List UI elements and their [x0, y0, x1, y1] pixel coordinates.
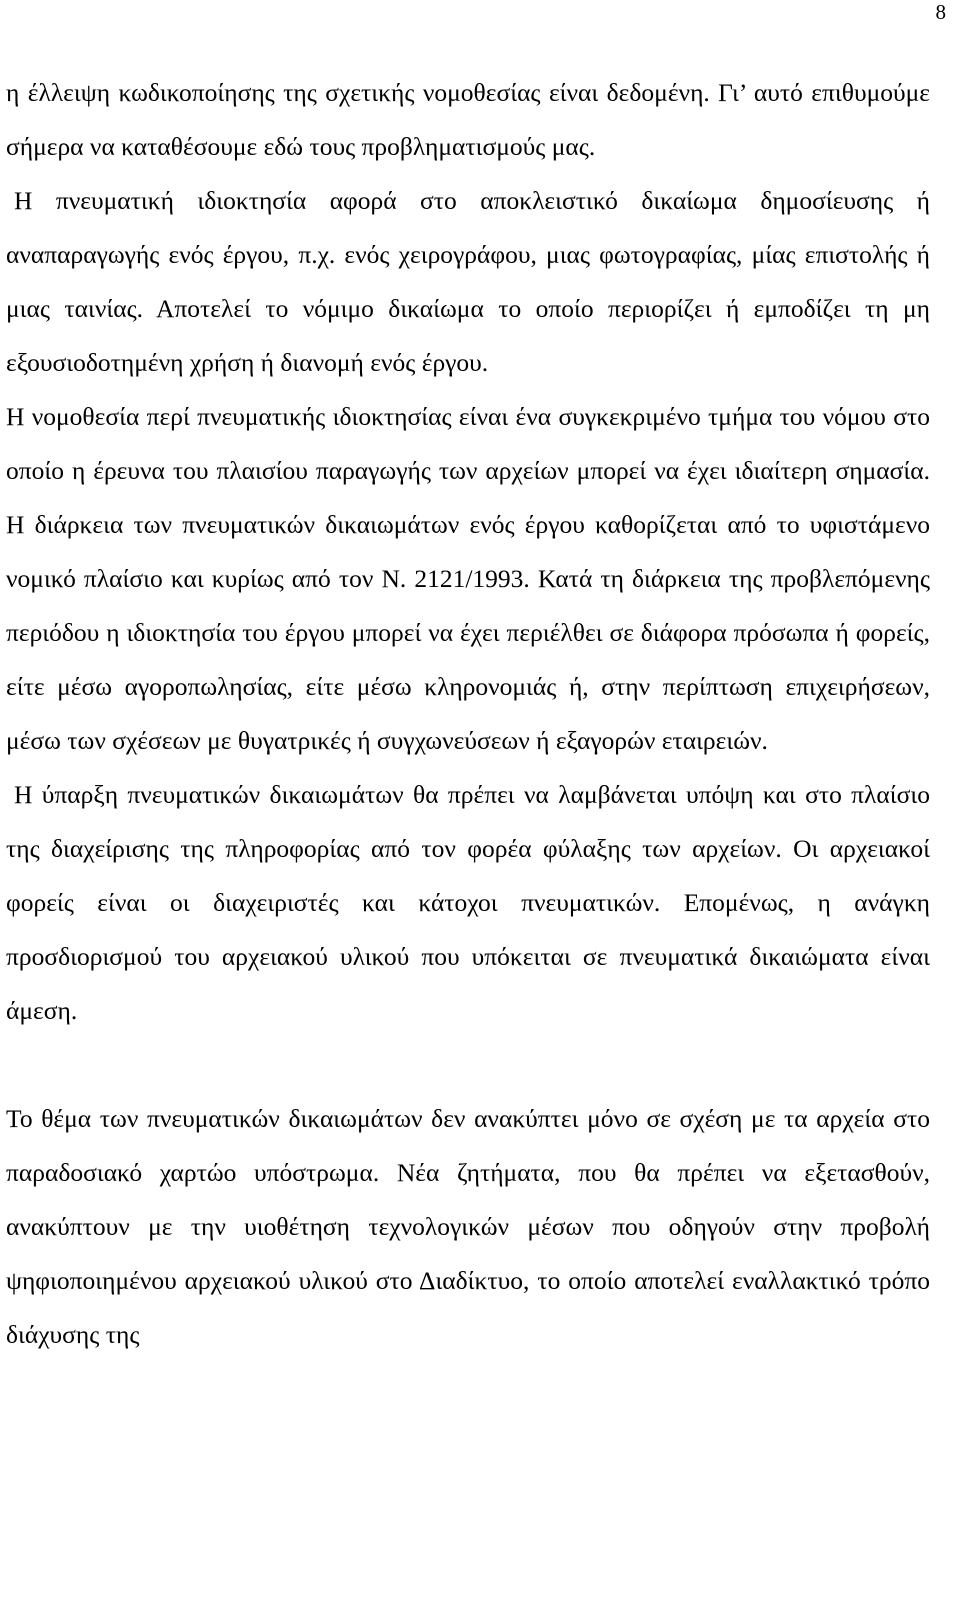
- document-body: [6, 66, 930, 1362]
- page-number: 8: [935, 0, 946, 24]
- paragraph-spacer: [6, 1038, 930, 1092]
- paragraph-copyright-legislation: Η νομοθεσία περί πνευματικής ιδιοκτησίας είναι ένα συγκεκριμένο τμήμα του νόμου στο οποίο η έρευνα του πλαισίου παραγωγής των αρχείων μπορεί να έχει ιδιαίτερη σημασία. Η διάρκεια των πνευματικών δικαιωμάτων ενός έργου καθορίζεται από το υφιστάμενο νομικό πλαίσιο και κυρίως από τον Ν. 2121/1993. Κατά τη διάρκεια της προβλεπόμενης περιόδου η ιδιοκτησία του έργου μπορεί να έχει περιέλθει σε διάφορα πρόσωπα ή φορείς, είτε μέσω αγοροπωλησίας, είτε μέσω κληρονομιάς ή, στην περίπτωση επιχειρήσεων, μέσω των σχέσεων με θυγατρικές ή συγχωνεύσεων ή εξαγορών εταιρειών.: [6, 402, 930, 755]
- paragraph-archive-management: Η ύπαρξη πνευματικών δικαιωμάτων θα πρέπει να λαμβάνεται υπόψη και στο πλαίσιο της διαχείρισης της πληροφορίας από τον φορέα φύλαξης των αρχείων. Οι αρχειακοί φορείς είναι οι διαχειριστές και κάτοχοι πνευματικών. Επομένως, η ανάγκη προσδιορισμού του αρχειακού υλικού που υπόκειται σε πνευματικά δικαιώματα είναι άμεση.: [6, 780, 930, 1025]
- paragraph-intellectual-property-definition: Η πνευματική ιδιοκτησία αφορά στο αποκλειστικό δικαίωμα δημοσίευσης ή αναπαραγωγής ενός έργου, π.χ. ενός χειρογράφου, μιας φωτογραφίας, μίας επιστολής ή μιας ταινίας. Αποτελεί το νόμιμο δικαίωμα το οποίο περιορίζει ή εμποδίζει τη μη εξουσιοδοτημένη χρήση ή διανομή ενός έργου.: [6, 186, 930, 377]
- paragraph-codification: η έλλειψη κωδικοποίησης της σχετικής νομοθεσίας είναι δεδομένη. Γι’ αυτό επιθυμούμε σήμερα να καταθέσουμε εδώ τους προβληματισμούς μας.: [6, 78, 930, 161]
- paragraph-digitization-issues: Το θέμα των πνευματικών δικαιωμάτων δεν ανακύπτει μόνο σε σχέση με τα αρχεία στο παραδοσιακό χαρτώο υπόστρωμα. Νέα ζητήματα, που θα πρέπει να εξετασθούν, ανακύπτουν με την υιοθέτηση τεχνολογικών μέσων που οδηγούν στην προβολή ψηφιοποιημένου αρχειακού υλικού στο Διαδίκτυο, το οποίο αποτελεί εναλλακτικό τρόπο διάχυσης της: [6, 1104, 930, 1349]
